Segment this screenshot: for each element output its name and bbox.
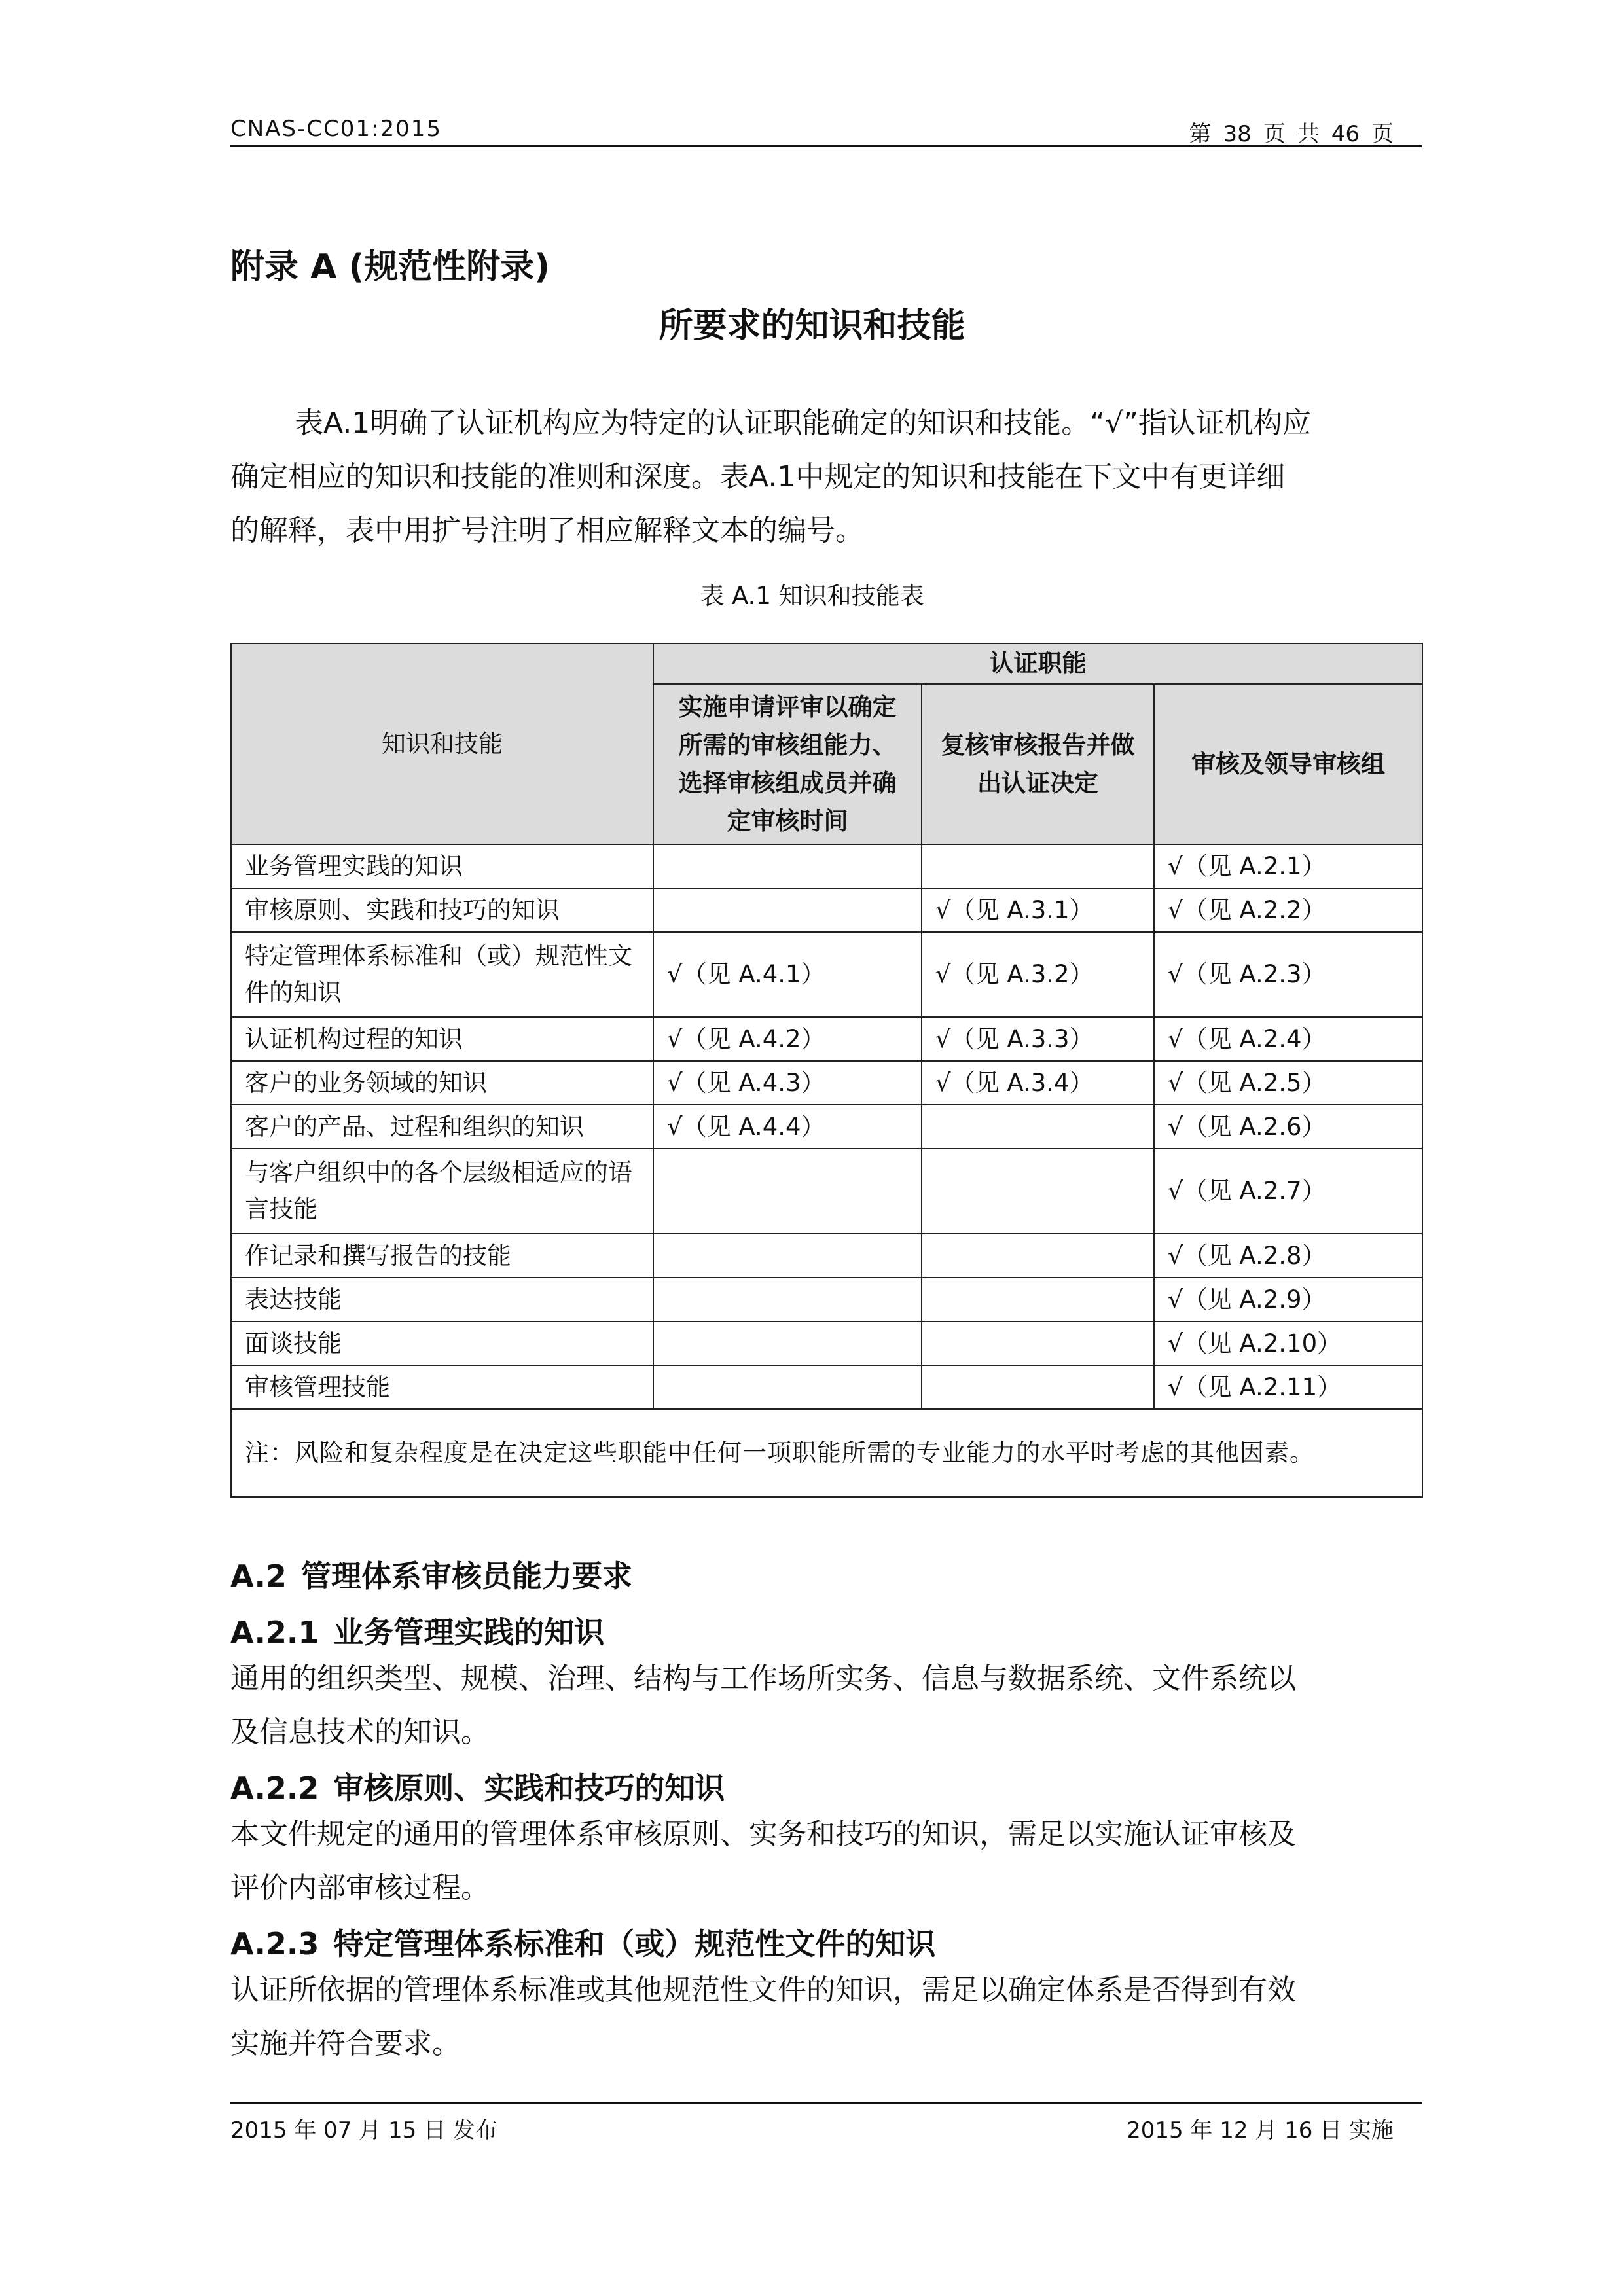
page-label-suffix: 页 <box>1371 121 1394 147</box>
cell-function-1 <box>653 844 922 888</box>
cell-function-3: √（见 A.2.11） <box>1154 1365 1422 1409</box>
cell-function-2 <box>922 1105 1154 1149</box>
cell-function-3: √（见 A.2.1） <box>1154 844 1422 888</box>
col-header-certification-functions: 认证职能 <box>653 643 1422 684</box>
section-number: A.2.2 <box>230 1770 319 1806</box>
cell-function-3: √（见 A.2.7） <box>1154 1149 1422 1234</box>
section-a21-heading <box>230 1609 604 1652</box>
cell-knowledge: 认证机构过程的知识 <box>231 1017 653 1061</box>
cell-knowledge: 客户的业务领域的知识 <box>231 1061 653 1105</box>
cell-function-1: √（见 A.4.2） <box>653 1017 922 1061</box>
footer-rule <box>230 2102 1422 2104</box>
cell-function-3: √（见 A.2.8） <box>1154 1234 1422 1278</box>
cell-function-2 <box>922 1321 1154 1365</box>
cell-function-1 <box>653 1321 922 1365</box>
cell-function-2: √（见 A.3.3） <box>922 1017 1154 1061</box>
cell-function-2 <box>922 844 1154 888</box>
cell-function-3: √（见 A.2.4） <box>1154 1017 1422 1061</box>
cell-function-2 <box>922 1278 1154 1321</box>
section-title: 审核原则、实践和技巧的知识 <box>333 1770 725 1806</box>
section-number: A.2 <box>230 1558 287 1594</box>
page-number <box>1177 116 1394 148</box>
page-label-prefix: 第 <box>1189 121 1212 147</box>
table-row <box>231 844 1422 888</box>
table-row <box>231 932 1422 1017</box>
col-header-function-2: 复核审核报告并做出认证决定 <box>922 684 1154 844</box>
cell-function-1: √（见 A.4.1） <box>653 932 922 1017</box>
table-row <box>231 1105 1422 1149</box>
cell-function-3: √（见 A.2.10） <box>1154 1321 1422 1365</box>
cell-function-1: √（见 A.4.3） <box>653 1061 922 1105</box>
page-label-total-prefix: 共 <box>1297 121 1320 147</box>
cell-knowledge: 客户的产品、过程和组织的知识 <box>231 1105 653 1149</box>
cell-function-1: √（见 A.4.4） <box>653 1105 922 1149</box>
table-row <box>231 888 1422 932</box>
knowledge-skills-table <box>230 643 1423 1498</box>
table-row <box>231 1365 1422 1409</box>
table-row <box>231 1234 1422 1278</box>
cell-function-1 <box>653 1278 922 1321</box>
cell-function-1 <box>653 1234 922 1278</box>
cell-function-3: √（见 A.2.2） <box>1154 888 1422 932</box>
cell-function-1 <box>653 1365 922 1409</box>
section-a21-line-2: 及信息技术的知识。 <box>230 1715 490 1749</box>
table-row <box>231 1321 1422 1365</box>
section-a21-line-1: 通用的组织类型、规模、治理、结构与工作场所实务、信息与数据系统、文件系统以 <box>230 1662 1296 1695</box>
section-title: 业务管理实践的知识 <box>333 1615 605 1650</box>
cell-knowledge: 面谈技能 <box>231 1321 653 1365</box>
cell-function-2 <box>922 1365 1154 1409</box>
section-a22-heading <box>230 1765 725 1808</box>
cell-function-2 <box>922 1234 1154 1278</box>
col-header-function-3: 审核及领导审核组 <box>1154 684 1422 844</box>
cell-function-1 <box>653 1149 922 1234</box>
cell-knowledge: 作记录和撰写报告的技能 <box>231 1234 653 1278</box>
intro-line-2: 确定相应的知识和技能的准则和深度。表A.1中规定的知识和技能在下文中有更详细 <box>230 460 1286 493</box>
table-row <box>231 1278 1422 1321</box>
section-title: 管理体系审核员能力要求 <box>300 1558 632 1594</box>
table-caption: 表 A.1 知识和技能表 <box>700 582 924 610</box>
cell-function-2 <box>922 1149 1154 1234</box>
section-a2-heading <box>230 1552 632 1596</box>
section-number: A.2.1 <box>230 1615 319 1650</box>
section-a22-line-2: 评价内部审核过程。 <box>230 1871 490 1905</box>
total-pages: 46 <box>1331 121 1360 147</box>
cell-function-3: √（见 A.2.6） <box>1154 1105 1422 1149</box>
cell-knowledge: 特定管理体系标准和（或）规范性文件的知识 <box>231 932 653 1017</box>
table-note: 注：风险和复杂程度是在决定这些职能中任何一项职能所需的专业能力的水平时考虑的其他因素。 <box>231 1409 1422 1497</box>
cell-function-3: √（见 A.2.5） <box>1154 1061 1422 1105</box>
section-a23-line-2: 实施并符合要求。 <box>230 2027 461 2060</box>
cell-function-3: √（见 A.2.9） <box>1154 1278 1422 1321</box>
page-label-unit: 页 <box>1263 121 1286 147</box>
intro-line-3: 的解释，表中用扩号注明了相应解释文本的编号。 <box>230 514 864 547</box>
cell-function-1 <box>653 888 922 932</box>
cell-knowledge: 业务管理实践的知识 <box>231 844 653 888</box>
cell-function-2: √（见 A.3.1） <box>922 888 1154 932</box>
cell-knowledge: 审核原则、实践和技巧的知识 <box>231 888 653 932</box>
section-a23-line-1: 认证所依据的管理体系标准或其他规范性文件的知识，需足以确定体系是否得到有效 <box>230 1973 1296 2007</box>
table-row <box>231 1149 1422 1234</box>
col-header-function-1: 实施申请评审以确定所需的审核组能力、选择审核组成员并确定审核时间 <box>653 684 922 844</box>
col-header-knowledge: 知识和技能 <box>231 643 653 844</box>
cell-function-3: √（见 A.2.3） <box>1154 932 1422 1017</box>
cell-knowledge: 表达技能 <box>231 1278 653 1321</box>
cell-knowledge: 审核管理技能 <box>231 1365 653 1409</box>
table-row <box>231 1017 1422 1061</box>
header-rule <box>230 145 1422 147</box>
intro-line-1: 表A.1明确了认证机构应为特定的认证职能确定的知识和技能。“√”指认证机构应 <box>295 406 1311 440</box>
section-number: A.2.3 <box>230 1926 319 1962</box>
section-a22-line-1: 本文件规定的通用的管理体系审核原则、实务和技巧的知识，需足以实施认证审核及 <box>230 1818 1296 1851</box>
effective-date: 2015 年 12 月 16 日 实施 <box>1127 2117 1394 2144</box>
table-row <box>231 1061 1422 1105</box>
section-title: 特定管理体系标准和（或）规范性文件的知识 <box>333 1926 936 1962</box>
cell-knowledge: 与客户组织中的各个层级相适应的语言技能 <box>231 1149 653 1234</box>
appendix-title: 附录 A (规范性附录) <box>230 247 550 287</box>
current-page: 38 <box>1223 121 1252 147</box>
doc-code: CNAS-CC01:2015 <box>230 116 442 142</box>
doc-title: 所要求的知识和技能 <box>659 306 965 346</box>
cell-function-2: √（见 A.3.2） <box>922 932 1154 1017</box>
section-a23-heading <box>230 1920 935 1964</box>
cell-function-2: √（见 A.3.4） <box>922 1061 1154 1105</box>
publish-date: 2015 年 07 月 15 日 发布 <box>230 2117 497 2144</box>
